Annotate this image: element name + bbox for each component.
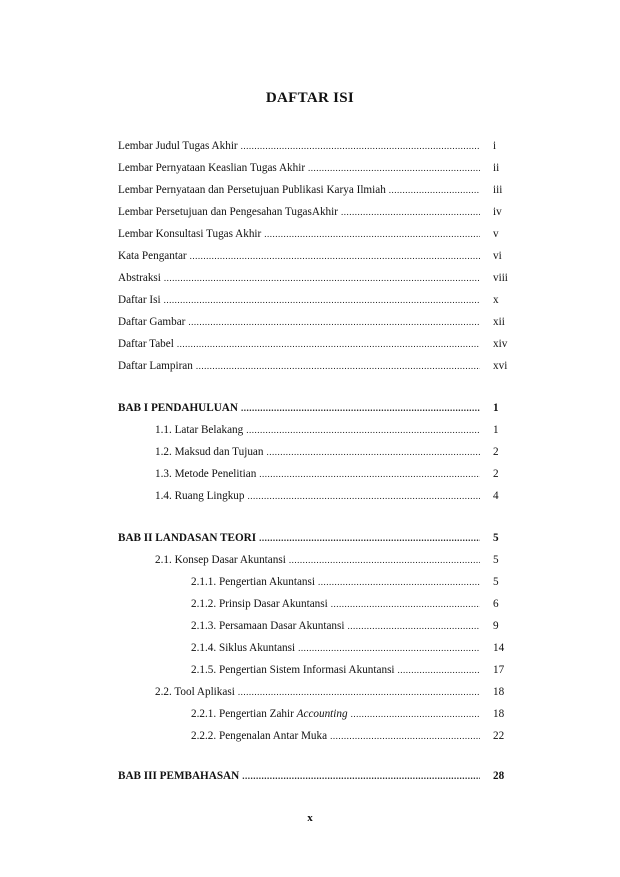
toc-leader-dots <box>330 728 480 744</box>
toc-entry-page: 14 <box>493 642 505 654</box>
toc-leader-dots <box>318 574 480 590</box>
toc-entry-title: BAB I PENDAHULUAN <box>118 402 238 414</box>
toc-entry-title: 2.1.5. Pengertian Sistem Informasi Akuntansi <box>191 664 395 676</box>
toc-leader-dots <box>259 530 480 546</box>
toc-entry <box>118 138 497 154</box>
toc-leader-dots <box>341 204 480 220</box>
toc-leader-dots <box>264 226 480 242</box>
toc-leader-dots <box>289 552 480 568</box>
toc-leader-dots <box>177 336 480 352</box>
toc-leader-dots <box>351 706 480 722</box>
toc-entry-page: iv <box>493 206 502 218</box>
toc-entry-page: iii <box>493 184 503 196</box>
toc-entry-title: Daftar Lampiran <box>118 360 193 372</box>
toc-entry-title: Lembar Judul Tugas Akhir <box>118 140 238 152</box>
toc-entry <box>191 596 499 612</box>
toc-entry-title: Daftar Tabel <box>118 338 174 350</box>
toc-entry <box>118 314 505 330</box>
toc-entry <box>118 530 499 546</box>
toc-entry-title: Daftar Isi <box>118 294 161 306</box>
toc-entry <box>191 728 505 744</box>
toc-entry <box>118 270 508 286</box>
toc-entry-page: 4 <box>493 490 499 502</box>
toc-entry-page: 9 <box>493 620 499 632</box>
toc-entry-title: 2.1.4. Siklus Akuntansi <box>191 642 296 654</box>
toc-entry-page: xvi <box>493 360 508 372</box>
toc-leader-dots <box>241 138 480 154</box>
toc-entry <box>155 444 499 460</box>
toc-leader-dots <box>246 422 480 438</box>
toc-entry <box>191 574 499 590</box>
toc-entry-title: Daftar Gambar <box>118 316 186 328</box>
toc-entry <box>155 466 499 482</box>
toc-entry-title: 2.1. Konsep Dasar Akuntansi <box>155 554 286 566</box>
toc-leader-dots <box>164 270 480 286</box>
toc-entry <box>118 358 508 374</box>
toc-entry-title: Lembar Pernyataan dan Persetujuan Publikasi Karya Ilmiah <box>118 184 386 196</box>
toc-entry-title: 1.3. Metode Penelitian <box>155 468 257 480</box>
toc-leader-dots <box>164 292 480 308</box>
toc-entry <box>191 706 505 722</box>
toc-entry-page: 5 <box>493 554 499 566</box>
toc-entry-title: 2.2.1. Pengertian Zahir Accounting <box>191 708 348 720</box>
toc-entry-title: Abstraksi <box>118 272 161 284</box>
toc-leader-dots <box>242 768 480 784</box>
toc-entry-page: 18 <box>493 686 505 698</box>
toc-entry-title: Kata Pengantar <box>118 250 187 262</box>
toc-entry-title: 2.1.2. Prinsip Dasar Akuntansi <box>191 598 328 610</box>
toc-entry-page: x <box>493 294 499 306</box>
toc-entry <box>118 204 502 220</box>
toc-entry <box>118 336 508 352</box>
toc-entry-page: 1 <box>493 402 499 414</box>
toc-leader-dots <box>196 358 480 374</box>
toc-entry-page: 6 <box>493 598 499 610</box>
toc-entry-title: 1.1. Latar Belakang <box>155 424 244 436</box>
toc-entry-page: 18 <box>493 708 505 720</box>
toc-entry-page: 28 <box>493 770 505 782</box>
toc-leader-dots <box>266 444 480 460</box>
toc-entry-page: vi <box>493 250 502 262</box>
toc-entry-title: 2.1.1. Pengertian Akuntansi <box>191 576 315 588</box>
toc-entry-page: i <box>493 140 497 152</box>
toc-entry <box>155 488 499 504</box>
toc-leader-dots <box>241 400 480 416</box>
toc-entry <box>118 400 499 416</box>
toc-leader-dots <box>308 160 480 176</box>
toc-entry-page: xiv <box>493 338 508 350</box>
toc-entry-title: 1.4. Ruang Lingkup <box>155 490 245 502</box>
page-title: DAFTAR ISI <box>265 90 355 106</box>
toc-entry-page: 17 <box>493 664 505 676</box>
toc-entry <box>155 552 499 568</box>
toc-entry <box>191 618 499 634</box>
toc-entry-title: 1.2. Maksud dan Tujuan <box>155 446 264 458</box>
toc-entry <box>118 226 499 242</box>
toc-entry <box>191 640 505 656</box>
toc-entry <box>118 160 500 176</box>
toc-entry-page: 5 <box>493 576 499 588</box>
toc-leader-dots <box>298 640 480 656</box>
toc-entry-title: Lembar Konsultasi Tugas Akhir <box>118 228 262 240</box>
toc-entry <box>155 422 499 438</box>
toc-entry-page: 5 <box>493 532 499 544</box>
toc-entry-page: xii <box>493 316 505 328</box>
toc-entry-page: ii <box>493 162 500 174</box>
toc-leader-dots <box>248 488 481 504</box>
page-number: x <box>307 812 313 824</box>
toc-entry-page: 22 <box>493 730 505 742</box>
toc-leader-dots <box>331 596 480 612</box>
toc-leader-dots <box>347 618 480 634</box>
toc-entry-page: 2 <box>493 446 499 458</box>
toc-entry-title: BAB III PEMBAHASAN <box>118 770 240 782</box>
toc-entry <box>118 182 503 198</box>
toc-leader-dots <box>398 662 480 678</box>
toc-entry-page: 2 <box>493 468 499 480</box>
toc-entry-title: Lembar Persetujuan dan Pengesahan TugasAkhir <box>118 206 338 218</box>
toc-entry-title: 2.2. Tool Aplikasi <box>155 686 235 698</box>
toc-entry-title: 2.1.3. Persamaan Dasar Akuntansi <box>191 620 345 632</box>
toc-entry-title: BAB II LANDASAN TEORI <box>118 532 257 544</box>
toc-entry-title: 2.2.2. Pengenalan Antar Muka <box>191 730 328 742</box>
toc-entry <box>191 662 505 678</box>
toc-entry <box>155 684 505 700</box>
toc-entry <box>118 292 499 308</box>
toc-leader-dots <box>238 684 480 700</box>
toc-leader-dots <box>259 466 480 482</box>
toc-leader-dots <box>190 248 480 264</box>
toc-entry-page: v <box>493 228 499 240</box>
toc-entry <box>118 768 505 784</box>
toc-entry-page: 1 <box>493 424 499 436</box>
toc-entry-page: viii <box>493 272 508 284</box>
toc-leader-dots <box>389 182 480 198</box>
toc-entry-title: Lembar Pernyataan Keaslian Tugas Akhir <box>118 162 306 174</box>
toc-entry <box>118 248 502 264</box>
toc-entry-title-italic: Accounting <box>296 708 348 720</box>
toc-leader-dots <box>188 314 480 330</box>
